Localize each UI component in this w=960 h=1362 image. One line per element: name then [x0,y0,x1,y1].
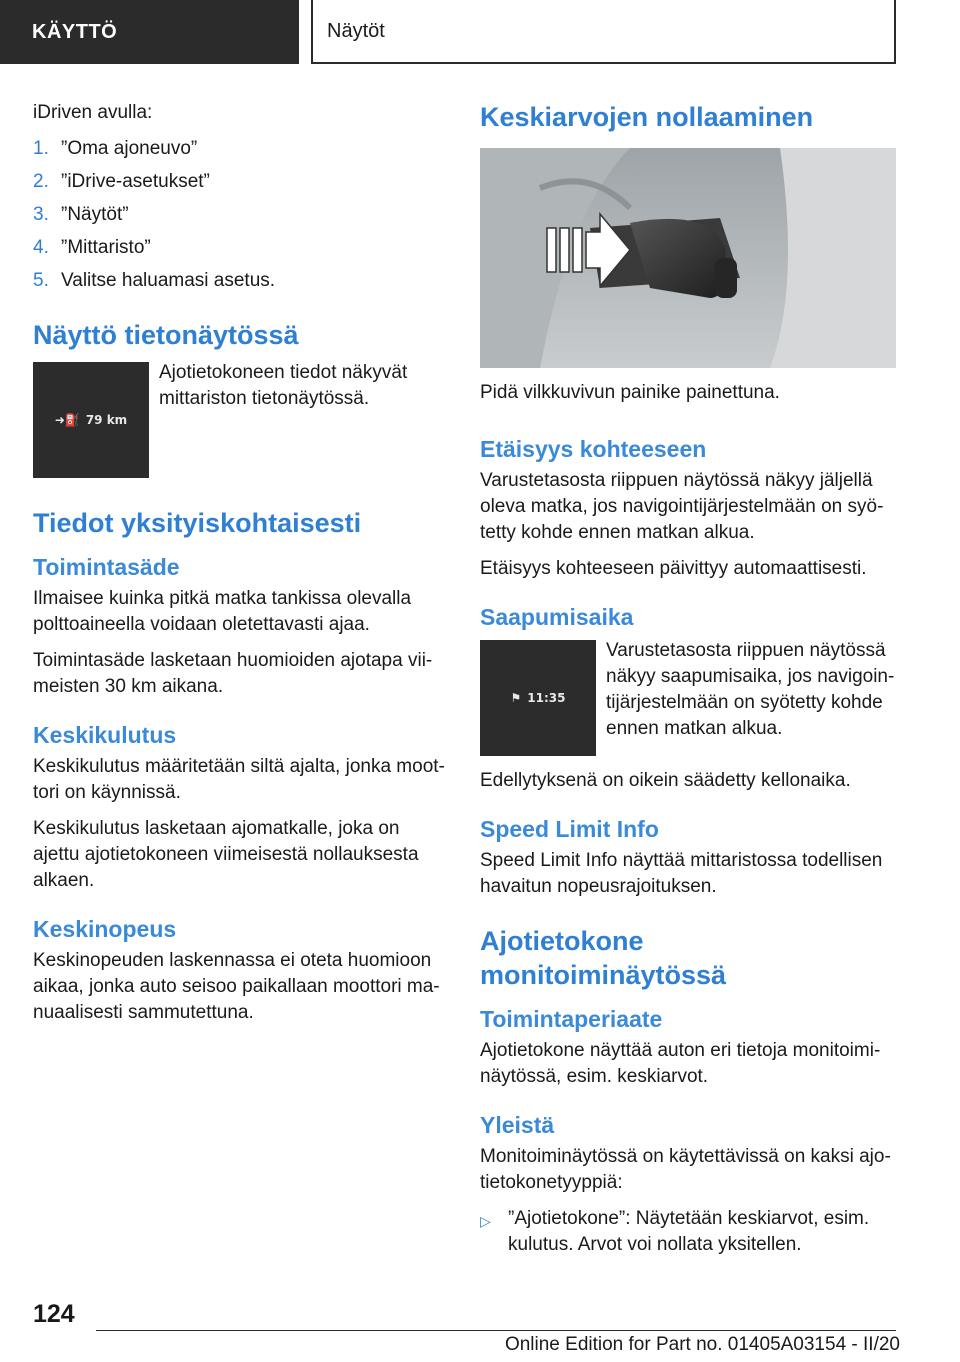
step-number: 5. [33,270,49,291]
list-item [480,1206,896,1258]
info-display-text: Ajotietokoneen tiedot näkyvät mittariston tietonäytössä. [159,362,408,409]
step-number: 4. [33,237,49,258]
triangle-bullet-icon: ▷ [480,1213,491,1229]
flag-icon: ⚑ [510,691,522,705]
speed-limit-text: Speed Limit Info näyttää mittaristossa todellisen havaitun nopeusrajoituksen. [480,850,883,897]
list-item [33,202,448,228]
step-text: ”Oma ajoneuvo” [61,138,198,159]
footer-divider [96,1330,896,1331]
list-item [33,136,448,162]
range-paragraph-1: Ilmaisee kuinka pitkä matka tankissa olevalla polttoaineella voidaan oletettavasti ajaa. [33,588,412,635]
principle-text: Ajotietokone näyttää auton eri tietoja monitoiminäytössä, esim. keskiarvot. [480,1040,881,1087]
step-text: ”Näytöt” [61,204,129,225]
range-display-value: 79 km [85,413,128,427]
step-number: 3. [33,204,49,225]
arrival-display-image [480,640,596,756]
distance-paragraph-2: Etäisyys kohteeseen päivittyy automaattisesti. [480,558,867,579]
arrival-text: Varustetasosta riippuen näytössä näkyy saapumisaika, jos navigointijärjestelmään on syötetty kohde ennen matkan alkua. [606,640,895,739]
heading-principle: Toimintaperiaate [480,1006,663,1032]
heading-speed-limit: Speed Limit Info [480,816,659,842]
general-text: Monitoiminäytössä on käytettävissä on kaksi ajotietokonetyyppiä: [480,1146,891,1193]
arrival-display-value: 11:35 [527,691,566,705]
heading-distance: Etäisyys kohteeseen [480,436,707,462]
arrival-figure [480,640,896,756]
heading-general: Yleistä [480,1112,555,1138]
intro-text: iDriven avulla: [33,102,153,123]
right-column [480,100,896,1258]
heading-avg-speed: Keskinopeus [33,916,177,942]
range-paragraph-2: Toimintasäde lasketaan huomioiden ajotapa viimeisten 30 km aikana. [33,650,433,697]
heading-reset: Keskiarvojen nollaaminen [480,102,814,132]
range-display-image [33,362,149,478]
speed-paragraph-1: Keskinopeuden laskennassa ei oteta huomioon aikaa, jonka auto seisoo paikallaan moottori manuaalisesti sammutettuna. [33,950,440,1023]
heading-range: Toimintasäde [33,554,180,580]
heading-arrival: Saapumisaika [480,604,634,630]
section-tab: KÄYTTÖ [0,0,299,64]
heading-avg-consumption: Keskikulutus [33,722,177,748]
step-text: ”iDrive-asetukset” [61,171,210,192]
page-number: 124 [33,1300,75,1328]
info-display-figure [33,362,448,478]
heading-details: Tiedot yksityiskohtaisesti [33,508,362,538]
edition-text: Online Edition for Part no. 01405A03154 - II/20 [504,1334,900,1355]
step-text: Valitse haluamasi asetus. [61,270,276,291]
arrival-paragraph-2: Edellytyksenä on oikein säädetty kellonaika. [480,770,851,791]
bullet-text: ”Ajotietokone”: Näytetään keskiarvot, esim. kulutus. Arvot voi nollata yksitellen. [508,1208,870,1255]
reset-text: Pidä vilkkuvivun painike painettuna. [480,382,780,403]
step-text: ”Mittaristo” [61,237,151,258]
step-number: 1. [33,138,49,159]
turn-signal-lever-photo [480,148,896,368]
lever-illustration [480,148,896,368]
page-header [0,0,960,66]
distance-paragraph-1: Varustetasosta riippuen näytössä näkyy jäljellä oleva matka, jos navigointijärjestelmään on syötetty kohde ennen matkan alkua. [480,470,884,543]
chapter-title: Näytöt [311,0,896,64]
list-item [33,235,448,261]
avg-paragraph-1: Keskikulutus määritetään siltä ajalta, jonka moottori on käynnissä. [33,756,445,803]
step-number: 2. [33,171,49,192]
left-column [33,100,448,1026]
heading-info-display: Näyttö tietonäytössä [33,320,299,350]
heading-trip-computer: Ajotietokone monitoiminäytössä [480,926,727,990]
fuel-range-icon: ➜⛽ [54,413,80,427]
list-item [33,169,448,195]
list-item [33,268,448,294]
avg-paragraph-2: Keskikulutus lasketaan ajomatkalle, joka on ajettu ajotietokoneen viimeisestä nollauksesta alkaen. [33,818,419,891]
steps-list [33,136,448,294]
